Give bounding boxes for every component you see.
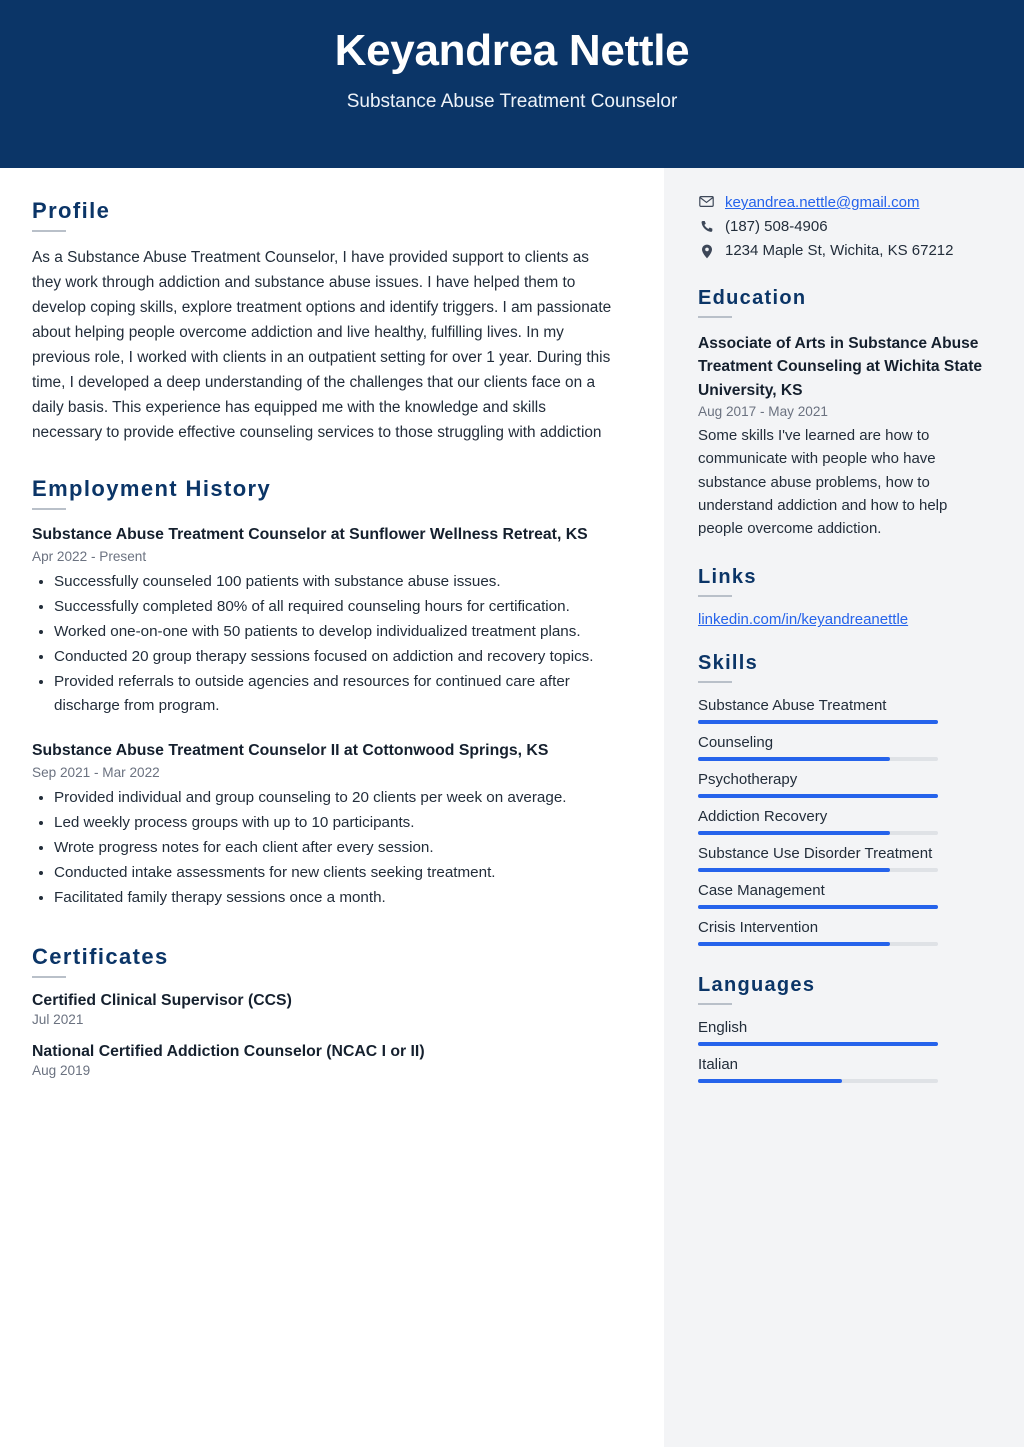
candidate-name: Keyandrea Nettle xyxy=(334,26,690,75)
main-column xyxy=(0,168,664,1447)
profile-heading: Profile xyxy=(32,198,111,223)
list-item: • Facilitated family therapy sessions once a month. xyxy=(54,886,620,910)
linkedin-link[interactable]: linkedin.com/in/keyandreanettle xyxy=(698,611,909,629)
skill-bar-fill xyxy=(698,794,938,798)
skills-heading: Skills xyxy=(698,652,759,675)
certificate-entry xyxy=(32,1043,620,1078)
certificate-title: Certified Clinical Supervisor (CCS) xyxy=(32,991,292,1009)
heading-rule xyxy=(698,681,732,683)
list-item: • Wrote progress notes for each client after every session. xyxy=(54,836,620,860)
list-item: • Conducted 20 group therapy sessions focused on addiction and recovery topics. xyxy=(54,645,620,669)
language-item xyxy=(698,1056,990,1083)
contact-phone-row xyxy=(698,218,990,235)
location-pin-icon xyxy=(698,242,715,259)
heading-rule xyxy=(698,316,732,318)
sidebar-column xyxy=(664,168,1024,1447)
skill-bar-track xyxy=(698,757,938,761)
list-item: • Conducted intake assessments for new clients seeking treatment. xyxy=(54,861,620,885)
skill-item xyxy=(698,919,990,946)
language-bar-fill xyxy=(698,1042,938,1046)
employment-entry xyxy=(32,524,620,718)
skill-bar-track xyxy=(698,905,938,909)
skill-bar-track xyxy=(698,942,938,946)
employment-entry xyxy=(32,740,620,910)
skill-bar-fill xyxy=(698,720,938,724)
languages-heading: Languages xyxy=(698,974,816,997)
education-degree: Associate of Arts in Substance Abuse Treatment Counseling at Wichita State University, KS xyxy=(698,335,983,399)
skill-item xyxy=(698,808,990,835)
resume-header xyxy=(0,0,1024,168)
skill-bar-fill xyxy=(698,868,890,872)
job-dates: Apr 2022 - Present xyxy=(32,548,147,564)
language-bar-track xyxy=(698,1042,938,1046)
job-bullets xyxy=(32,570,620,718)
education-dates: Aug 2017 - May 2021 xyxy=(698,404,828,420)
heading-rule xyxy=(698,595,732,597)
employment-heading: Employment History xyxy=(32,475,272,501)
contact-list xyxy=(698,194,990,259)
link-item xyxy=(698,611,990,628)
certificate-date: Jul 2021 xyxy=(32,1011,84,1027)
heading-rule xyxy=(32,230,66,232)
skill-bar-fill xyxy=(698,942,890,946)
skill-bar-fill xyxy=(698,757,890,761)
heading-rule xyxy=(32,508,66,510)
list-item: • Provided individual and group counseling to 20 clients per week on average. xyxy=(54,786,620,810)
contact-address-row xyxy=(698,242,990,259)
skill-bar-track xyxy=(698,794,938,798)
contact-email-row xyxy=(698,194,990,211)
job-dates: Sep 2021 - Mar 2022 xyxy=(32,764,160,780)
language-bar-fill xyxy=(698,1079,842,1083)
address-value: 1234 Maple St, Wichita, KS 67212 xyxy=(725,242,954,259)
candidate-title: Substance Abuse Treatment Counselor xyxy=(346,90,678,112)
language-item xyxy=(698,1019,990,1046)
language-label: Italian xyxy=(698,1056,739,1074)
skill-item xyxy=(698,771,990,798)
skill-label: Case Management xyxy=(698,882,825,900)
skill-bar-fill xyxy=(698,831,890,835)
envelope-icon xyxy=(698,194,715,207)
education-description: Some skills I've learned are how to communicate with people who have substance abuse problems, how to understand addiction and how to help people overcome addiction. xyxy=(698,427,948,538)
skill-bar-fill xyxy=(698,905,938,909)
job-title: Substance Abuse Treatment Counselor at Sunflower Wellness Retreat, KS xyxy=(32,525,588,543)
phone-value: (187) 508-4906 xyxy=(725,218,828,235)
certificate-title: National Certified Addiction Counselor (NCAC I or II) xyxy=(32,1042,425,1060)
skill-bar-track xyxy=(698,868,938,872)
languages-block xyxy=(698,956,990,1083)
list-item: • Successfully counseled 100 patients with substance abuse issues. xyxy=(54,570,620,594)
language-label: English xyxy=(698,1019,748,1037)
email-link[interactable]: keyandrea.nettle@gmail.com xyxy=(725,194,920,211)
language-bar-track xyxy=(698,1079,938,1083)
skill-bar-track xyxy=(698,720,938,724)
skill-label: Substance Abuse Treatment xyxy=(698,697,887,715)
skill-item xyxy=(698,882,990,909)
heading-rule xyxy=(32,976,66,978)
education-heading: Education xyxy=(698,287,807,309)
list-item: • Successfully completed 80% of all required counseling hours for certification. xyxy=(54,595,620,619)
skill-label: Substance Use Disorder Treatment xyxy=(698,845,933,863)
skill-label: Psychotherapy xyxy=(698,771,798,789)
skill-label: Counseling xyxy=(698,734,774,752)
resume-body xyxy=(0,168,1024,1447)
skill-bar-track xyxy=(698,831,938,835)
skill-item xyxy=(698,697,990,724)
links-heading: Links xyxy=(698,566,757,589)
profile-text: As a Substance Abuse Treatment Counselor, I have provided support to clients as they work through addiction and substance abuse issues. I have helped them to develop coping skills, explore treatment options and identify triggers. I am passionate about helping people overcome addiction and live healthy, fulfilling lives. In my previous role, I worked with clients in an outpatient setting for over 1 year. During this time, I developed a deep understanding of the challenges that our clients face on a daily basis. This experience has equipped me with the knowledge and skills necessary to provide effective counseling services to those struggling with addiction xyxy=(32,249,612,441)
job-bullets xyxy=(32,786,620,910)
phone-icon xyxy=(698,218,715,234)
list-item: • Led weekly process groups with up to 10 participants. xyxy=(54,811,620,835)
certificate-entry xyxy=(32,992,620,1027)
spacer xyxy=(32,932,620,944)
skill-label: Addiction Recovery xyxy=(698,808,828,826)
list-item: • Worked one-on-one with 50 patients to develop individualized treatment plans. xyxy=(54,620,620,644)
skill-item xyxy=(698,734,990,761)
skill-item xyxy=(698,845,990,872)
skill-label: Crisis Intervention xyxy=(698,919,819,937)
certificates-heading: Certificates xyxy=(32,943,169,969)
certificate-date: Aug 2019 xyxy=(32,1062,91,1078)
list-item: • Provided referrals to outside agencies and resources for continued care after discharge from program. xyxy=(54,670,620,718)
heading-rule xyxy=(698,1003,732,1005)
job-title: Substance Abuse Treatment Counselor II at Cottonwood Springs, KS xyxy=(32,741,549,759)
